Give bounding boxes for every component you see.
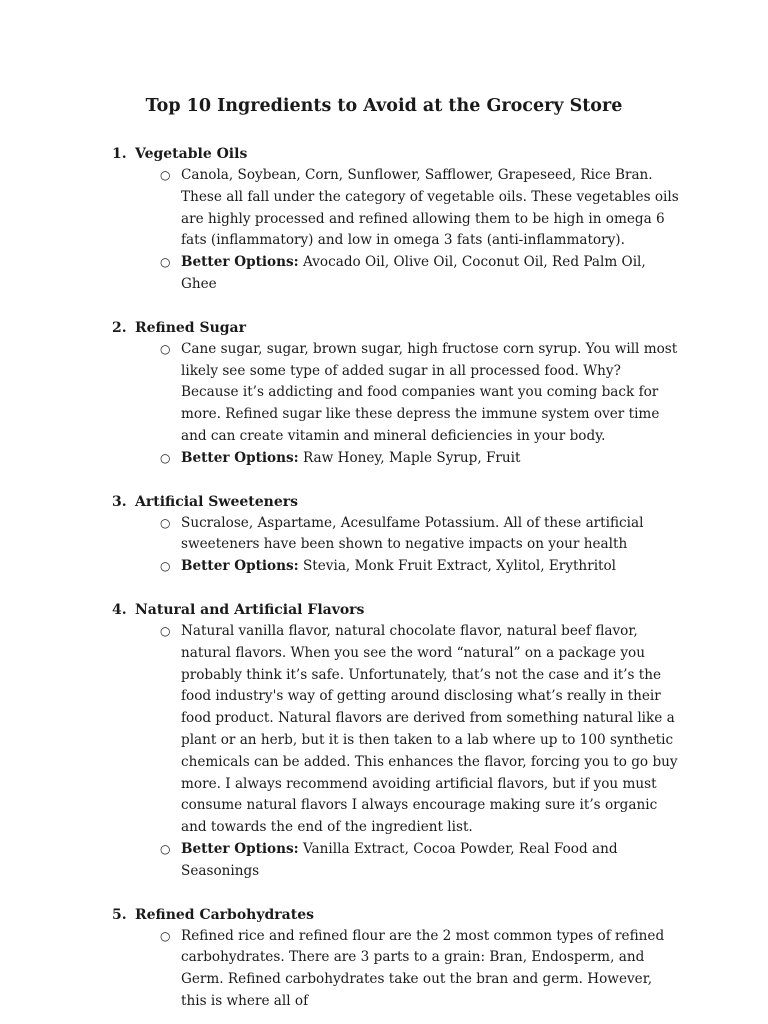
item-heading — [0, 599, 768, 621]
item-number: 5. — [112, 906, 127, 923]
description-text: Sucralose, Aspartame, Acesulfame Potassium. All of these artificial sweeteners have been shown to negative impacts on your health — [181, 514, 644, 553]
item-number: 3. — [112, 493, 127, 510]
item-description — [0, 339, 768, 448]
circle-bullet-icon: ○ — [160, 623, 171, 638]
item-heading — [0, 143, 768, 165]
item-description — [0, 926, 768, 1013]
ingredient-list — [0, 143, 768, 1024]
circle-bullet-icon: ○ — [160, 450, 171, 465]
item-title: Natural and Artificial Flavors — [135, 601, 365, 618]
better-options-text: Stevia, Monk Fruit Extract, Xylitol, Erythritol — [302, 558, 617, 575]
better-options — [0, 448, 768, 470]
better-options-text: Avocado Oil, Olive Oil, Coconut Oil, Red Palm Oil, Ghee — [181, 254, 646, 292]
description-text: Refined rice and refined flour are the 2 most common types of refined carbohydrates. There are 3 parts to a grain: Bran, Endosperm, and Germ. Refined carbohydrates take out the bran and germ. However, this is where all of — [181, 927, 665, 1009]
item-heading — [0, 904, 768, 926]
list-item — [0, 599, 768, 883]
description-text: Natural vanilla flavor, natural chocolate flavor, natural beef flavor, natural flavors. When you see the word “natural” on a package you probably think it’s safe. Unfortunately, that’s not the case and it’s the food industry's way of getting around disclosing what’s really in their food product. Natural flavors are derived from something natural like a plant or an herb, but it is then taken to a lab where up to 100 synthetic chemicals can be added. This enhances the flavor, forcing you to go buy more. I always recommend avoiding artificial flavors, but if you must consume natural flavors I always encourage making sure it’s organic and towards the end of the ingredient list. — [181, 622, 678, 836]
list-item — [0, 317, 768, 470]
better-options-label: Better Options: — [181, 558, 299, 575]
item-number: 2. — [112, 319, 127, 336]
item-heading — [0, 317, 768, 339]
item-description — [0, 165, 768, 252]
circle-bullet-icon: ○ — [160, 168, 171, 182]
item-title: Refined Carbohydrates — [135, 906, 314, 923]
better-options-label: Better Options: — [181, 840, 299, 857]
better-options-label: Better Options: — [181, 449, 299, 466]
page-title: Top 10 Ingredients to Avoid at the Grocery Store — [145, 96, 623, 116]
circle-bullet-icon: ○ — [160, 341, 171, 356]
item-description — [0, 513, 768, 557]
circle-bullet-icon: ○ — [160, 515, 171, 530]
item-number: 4. — [112, 601, 127, 618]
circle-bullet-icon: ○ — [160, 841, 171, 856]
description-text: Cane sugar, sugar, brown sugar, high fructose corn syrup. You will most likely see some type of added sugar in all processed food. Why? Because it’s addicting and food companies want you coming back for more. Refined sugar like these depress the immune system over time and can create vitamin and mineral deficiencies in your body. — [181, 340, 678, 444]
item-description — [0, 621, 768, 839]
item-heading — [0, 491, 768, 513]
better-options-text: Raw Honey, Maple Syrup, Fruit — [302, 449, 521, 466]
better-options — [0, 252, 768, 296]
circle-bullet-icon: ○ — [160, 255, 171, 270]
item-number: 1. — [112, 146, 127, 162]
better-options-text: Vanilla Extract, Cocoa Powder, Real Food and Seasonings — [181, 840, 618, 879]
list-item — [0, 143, 768, 296]
list-item — [0, 904, 768, 1013]
better-options-label: Better Options: — [181, 254, 299, 271]
item-title: Artificial Sweeteners — [135, 493, 299, 510]
item-title: Vegetable Oils — [135, 146, 248, 162]
better-options — [0, 556, 768, 578]
circle-bullet-icon: ○ — [160, 559, 171, 574]
description-text: Canola, Soybean, Corn, Sunflower, Safflower, Grapeseed, Rice Bran. These all fall under the category of vegetable oils. These vegetables oils are highly processed and refined allowing them to be high in omega 6 fats (inflammatory) and low in omega 3 fats (anti-inflammatory). — [181, 167, 679, 249]
item-title: Refined Sugar — [135, 319, 246, 336]
circle-bullet-icon: ○ — [160, 928, 171, 943]
better-options — [0, 839, 768, 883]
list-item — [0, 491, 768, 578]
